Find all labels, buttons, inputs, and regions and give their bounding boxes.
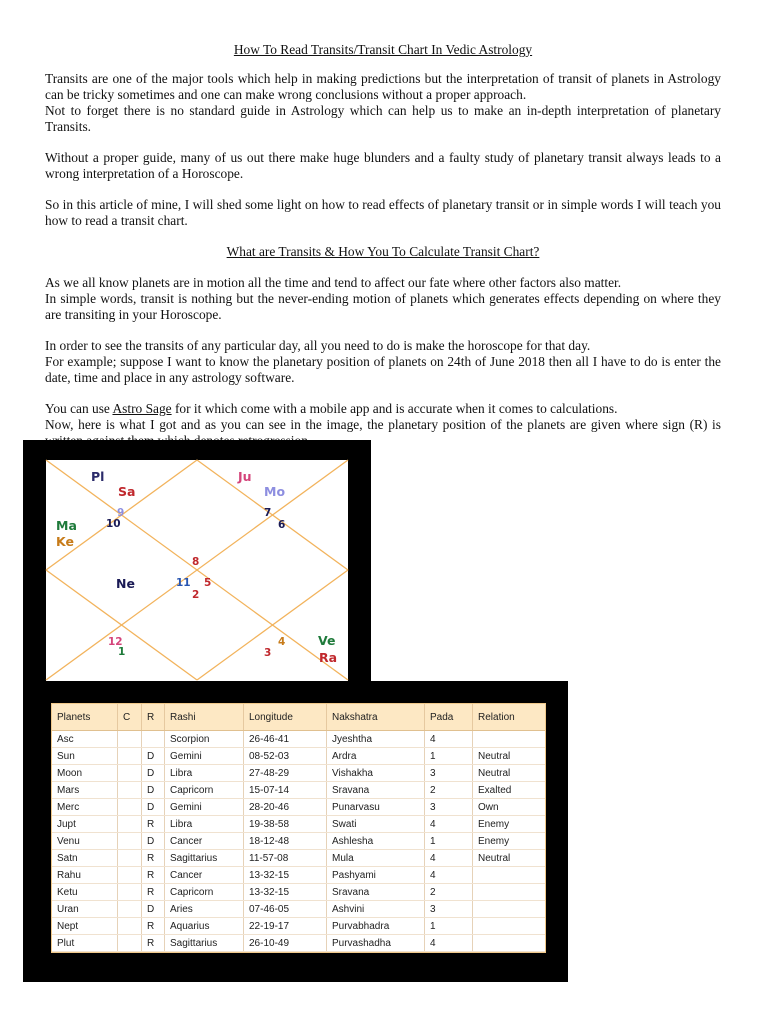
table-cell: Capricorn <box>165 782 244 799</box>
table-cell: 18-12-48 <box>244 833 327 850</box>
table-cell: Purvashadha <box>327 935 425 952</box>
table-row <box>52 901 545 918</box>
house-number: 1 <box>118 646 126 658</box>
table-cell <box>473 884 546 901</box>
paragraph: Transits are one of the major tools which help in making predictions but the interpretation of transit of planets in Astrology can be tricky sometimes and one can make wrong conclusions without a proper approach. <box>45 71 721 102</box>
table-cell: Ashlesha <box>327 833 425 850</box>
table-cell: 28-20-46 <box>244 799 327 816</box>
column-header: Relation <box>473 704 546 731</box>
document-body <box>45 42 721 449</box>
table-cell: Merc <box>52 799 118 816</box>
table-cell: 3 <box>425 765 473 782</box>
astro-sage-link[interactable]: Astro Sage <box>112 401 172 416</box>
table-cell: Moon <box>52 765 118 782</box>
paragraph: In simple words, transit is nothing but the never-ending motion of planets which generates effects depending on where they are transiting in your Horoscope. <box>45 291 721 322</box>
paragraph: As we all know planets are in motion all the time and tend to affect our fate where other factors also matter. <box>45 275 622 290</box>
table-cell: Ketu <box>52 884 118 901</box>
table-cell: Sravana <box>327 884 425 901</box>
table-cell <box>473 731 546 748</box>
table-cell: Own <box>473 799 546 816</box>
table-cell: Purvabhadra <box>327 918 425 935</box>
table-cell: Aries <box>165 901 244 918</box>
planet-table-image <box>23 681 568 982</box>
table-cell: Asc <box>52 731 118 748</box>
table-cell: 3 <box>425 901 473 918</box>
planet-ra: Ra <box>319 650 338 665</box>
table-cell: Jyeshtha <box>327 731 425 748</box>
house-number: 3 <box>264 647 272 659</box>
table-cell <box>473 867 546 884</box>
planet-ne: Ne <box>116 576 135 591</box>
table-cell <box>118 867 142 884</box>
table-cell: Gemini <box>165 799 244 816</box>
planet-pl: Pl <box>91 469 105 484</box>
table-cell: Vishakha <box>327 765 425 782</box>
north-indian-chart <box>46 460 348 686</box>
table-row <box>52 850 545 867</box>
paragraph: For example; suppose I want to know the planetary position of planets on 24th of June 2018 then all I have to do is enter the date, time and place in any astrology software. <box>45 354 721 385</box>
table-cell: 26-46-41 <box>244 731 327 748</box>
house-number: 9 <box>117 507 125 519</box>
paragraph <box>45 401 721 417</box>
table-cell <box>118 748 142 765</box>
table-cell: 27-48-29 <box>244 765 327 782</box>
paragraph-text: for it which come with a mobile app and is accurate when it comes to calculations. <box>171 401 618 416</box>
planet-ve: Ve <box>318 633 336 648</box>
table-cell: 15-07-14 <box>244 782 327 799</box>
table-cell: R <box>142 850 165 867</box>
table-row <box>52 918 545 935</box>
table-cell <box>118 935 142 952</box>
house-number: 6 <box>278 519 286 531</box>
table-cell: 2 <box>425 884 473 901</box>
table-cell <box>473 901 546 918</box>
table-cell: D <box>142 799 165 816</box>
table-cell: R <box>142 884 165 901</box>
table-cell <box>473 918 546 935</box>
table-cell: 13-32-15 <box>244 884 327 901</box>
table-cell: Cancer <box>165 833 244 850</box>
table-cell: Jupt <box>52 816 118 833</box>
table-row <box>52 867 545 884</box>
table-cell: Punarvasu <box>327 799 425 816</box>
table-cell: Mars <box>52 782 118 799</box>
house-number: 12 <box>108 636 123 648</box>
table-header-row <box>52 704 545 731</box>
table-row <box>52 884 545 901</box>
table-cell: 22-19-17 <box>244 918 327 935</box>
table-cell: Aquarius <box>165 918 244 935</box>
table-cell: Mula <box>327 850 425 867</box>
table-cell <box>118 731 142 748</box>
house-number: 10 <box>106 518 121 530</box>
chart-background <box>46 460 348 686</box>
table-cell: 4 <box>425 867 473 884</box>
horoscope-chart-image <box>23 440 371 686</box>
table-cell: Enemy <box>473 816 546 833</box>
table-row <box>52 833 545 850</box>
table-cell <box>118 918 142 935</box>
table-cell: D <box>142 782 165 799</box>
planet-mo: Mo <box>264 484 286 499</box>
table-cell: Sagittarius <box>165 850 244 867</box>
table-cell: Nept <box>52 918 118 935</box>
table-cell: 1 <box>425 833 473 850</box>
table-row <box>52 935 545 952</box>
table-cell: Ardra <box>327 748 425 765</box>
table-cell: Sravana <box>327 782 425 799</box>
planet-ke: Ke <box>56 534 74 549</box>
document-title: How To Read Transits/Transit Chart In Vedic Astrology <box>233 42 533 57</box>
house-number: 2 <box>192 589 200 601</box>
paragraph: In order to see the transits of any particular day, all you need to do is make the horoscope for that day. <box>45 338 591 353</box>
table-cell: Pashyami <box>327 867 425 884</box>
table-cell: 19-38-58 <box>244 816 327 833</box>
column-header: R <box>142 704 165 731</box>
table-cell <box>118 884 142 901</box>
planet-positions-table <box>52 704 545 952</box>
table-cell: Ashvini <box>327 901 425 918</box>
table-cell: Uran <box>52 901 118 918</box>
table-cell <box>118 782 142 799</box>
table-cell: 11-57-08 <box>244 850 327 867</box>
table-cell: 2 <box>425 782 473 799</box>
table-cell: 1 <box>425 918 473 935</box>
table-cell: Neutral <box>473 748 546 765</box>
table-cell: Plut <box>52 935 118 952</box>
table-cell: Neutral <box>473 765 546 782</box>
planet-ma: Ma <box>56 518 77 533</box>
table-cell <box>118 765 142 782</box>
table-cell: R <box>142 918 165 935</box>
table-cell: Neutral <box>473 850 546 867</box>
house-number: 7 <box>264 507 272 519</box>
planet-table-container <box>51 703 546 953</box>
table-cell: D <box>142 901 165 918</box>
paragraph: Now, here is what I got and as you can see in the image, the planetary position of the planets are given where sign (R) is <box>45 417 721 432</box>
table-cell: Capricorn <box>165 884 244 901</box>
house-number: 4 <box>278 636 286 648</box>
column-header: C <box>118 704 142 731</box>
table-cell: 4 <box>425 850 473 867</box>
house-number: 8 <box>192 556 200 568</box>
house-number: 5 <box>204 577 212 589</box>
table-cell: 1 <box>425 748 473 765</box>
column-header: Pada <box>425 704 473 731</box>
table-row <box>52 748 545 765</box>
table-row <box>52 765 545 782</box>
table-cell: D <box>142 765 165 782</box>
table-cell: 4 <box>425 816 473 833</box>
column-header: Nakshatra <box>327 704 425 731</box>
table-cell: R <box>142 935 165 952</box>
table-cell: Sun <box>52 748 118 765</box>
table-cell: 07-46-05 <box>244 901 327 918</box>
planet-ju: Ju <box>238 469 252 484</box>
table-cell: Sagittarius <box>165 935 244 952</box>
table-cell: 08-52-03 <box>244 748 327 765</box>
table-cell: Rahu <box>52 867 118 884</box>
table-cell <box>473 935 546 952</box>
paragraph-text: You can use <box>45 401 113 416</box>
table-cell: 4 <box>425 731 473 748</box>
table-cell: R <box>142 867 165 884</box>
table-row <box>52 816 545 833</box>
table-cell: R <box>142 816 165 833</box>
table-cell: Cancer <box>165 867 244 884</box>
column-header: Planets <box>52 704 118 731</box>
table-cell <box>142 731 165 748</box>
table-row <box>52 731 545 748</box>
planet-sa: Sa <box>118 484 136 499</box>
table-cell: Venu <box>52 833 118 850</box>
table-row <box>52 799 545 816</box>
table-cell: Gemini <box>165 748 244 765</box>
table-cell: Satn <box>52 850 118 867</box>
table-cell: Exalted <box>473 782 546 799</box>
paragraph: So in this article of mine, I will shed some light on how to read effects of planetary transit or in simple words I will teach you how to read a transit chart. <box>45 197 721 228</box>
table-cell <box>118 799 142 816</box>
table-cell: Libra <box>165 816 244 833</box>
paragraph: Without a proper guide, many of us out there make huge blunders and a faulty study of planetary transit always leads to a wrong interpretation of a Horoscope. <box>45 150 721 181</box>
table-cell: 13-32-15 <box>244 867 327 884</box>
table-cell <box>118 833 142 850</box>
table-cell <box>118 901 142 918</box>
table-cell: 26-10-49 <box>244 935 327 952</box>
section-heading: What are Transits & How You To Calculate Transit Chart? <box>226 244 540 259</box>
table-cell: Swati <box>327 816 425 833</box>
table-cell: 3 <box>425 799 473 816</box>
table-cell <box>118 816 142 833</box>
table-cell: D <box>142 748 165 765</box>
house-number: 11 <box>176 577 191 589</box>
paragraph: Not to forget there is no standard guide in Astrology which can help us to make an in-depth interpretation of planetary Transits. <box>45 103 721 134</box>
table-row <box>52 782 545 799</box>
table-cell: 4 <box>425 935 473 952</box>
column-header: Longitude <box>244 704 327 731</box>
table-cell: Scorpion <box>165 731 244 748</box>
table-cell: Enemy <box>473 833 546 850</box>
table-cell: Libra <box>165 765 244 782</box>
table-cell: D <box>142 833 165 850</box>
column-header: Rashi <box>165 704 244 731</box>
table-cell <box>118 850 142 867</box>
